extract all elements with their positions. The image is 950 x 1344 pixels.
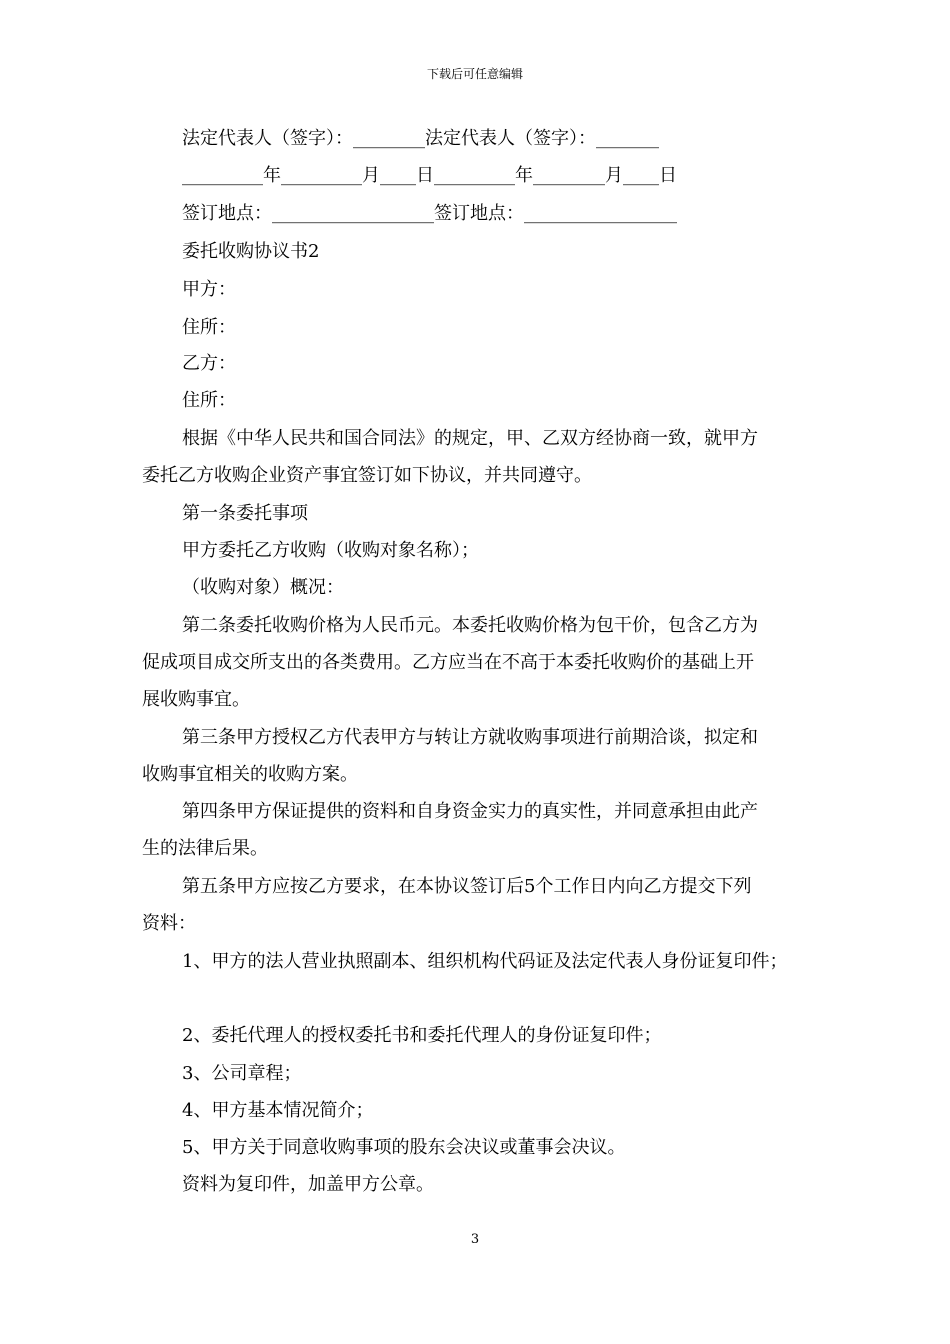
date-line: _________年_________月____日_________年________月____日	[182, 165, 677, 186]
paragraph-line: 委托乙方收购企业资产事宜签订如下协议，并共同遵守。	[142, 465, 592, 486]
paragraph-line: 收购事宜相关的收购方案。	[142, 764, 358, 785]
paragraph-line: （收购对象）概况：	[182, 577, 344, 598]
list-item: 2、委托代理人的授权委托书和委托代理人的身份证复印件；	[182, 1025, 662, 1046]
paragraph-line: 促成项目成交所支出的各类费用。乙方应当在不高于本委托收购价的基础上开	[142, 652, 754, 673]
page-number: 3	[470, 1232, 480, 1247]
paragraph-line: 资料：	[142, 913, 196, 934]
party-a-label: 甲方：	[182, 279, 236, 300]
party-b-label: 乙方：	[182, 353, 236, 374]
document-title: 委托收购协议书2	[182, 241, 320, 262]
paragraph-line: 生的法律后果。	[142, 838, 268, 859]
list-item: 4、甲方基本情况简介；	[182, 1100, 374, 1121]
page-header: 下载后可任意编辑	[426, 67, 523, 81]
paragraph-line: 第五条甲方应按乙方要求，在本协议签订后5个工作日内向乙方提交下列	[182, 876, 752, 897]
signature-line: 法定代表人（签字）：________法定代表人（签字）：_______	[182, 128, 659, 149]
paragraph-line: 甲方委托乙方收购（收购对象名称）；	[182, 540, 479, 561]
paragraph-line: 第三条甲方授权乙方代表甲方与转让方就收购事项进行前期洽谈，拟定和	[182, 727, 758, 748]
list-item: 5、甲方关于同意收购事项的股东会决议或董事会决议。	[182, 1137, 626, 1158]
paragraph-line: 根据《中华人民共和国合同法》的规定，甲、乙双方经协商一致，就甲方	[182, 428, 758, 449]
paragraph-line: 第二条委托收购价格为人民币元。本委托收购价格为包干价，包含乙方为	[182, 615, 758, 636]
list-item: 1、甲方的法人营业执照副本、组织机构代码证及法定代表人身份证复印件；	[182, 951, 788, 972]
paragraph-line: 资料为复印件，加盖甲方公章。	[182, 1174, 434, 1195]
paragraph-line: 第四条甲方保证提供的资料和自身资金实力的真实性，并同意承担由此产	[182, 801, 758, 822]
party-b-address: 住所：	[182, 390, 236, 411]
paragraph-line: 展收购事宜。	[142, 689, 250, 710]
place-line: 签订地点：__________________签订地点：_________________	[182, 203, 677, 224]
party-a-address: 住所：	[182, 317, 236, 338]
list-item: 3、公司章程；	[182, 1063, 302, 1084]
article-heading: 第一条委托事项	[182, 503, 308, 524]
